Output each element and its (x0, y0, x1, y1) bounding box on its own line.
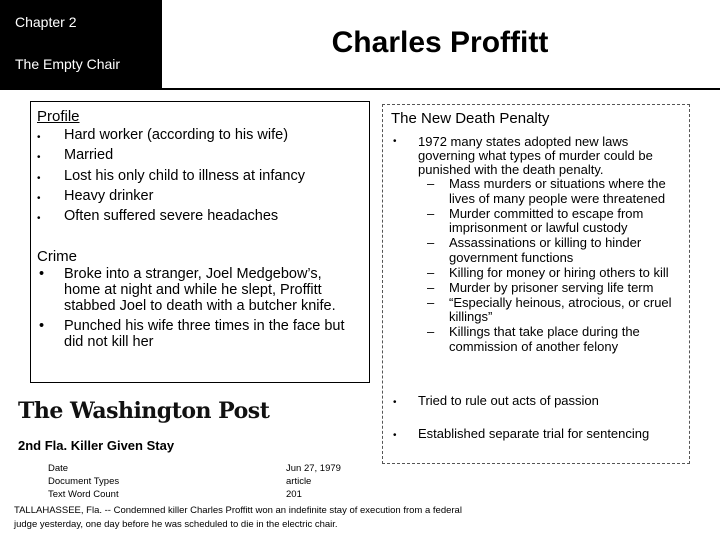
list-item: • Married (37, 147, 305, 164)
clipping-metadata (48, 462, 348, 501)
page-title: Charles Proffitt (331, 26, 549, 59)
death-penalty-box (382, 104, 690, 464)
crime-list (37, 266, 357, 350)
header-rule (162, 88, 720, 90)
chapter-subtitle: The Empty Chair (15, 56, 121, 72)
clipping-body: TALLAHASSEE, Fla. -- Condemned killer Charles Proffitt won an indefinite stay of execution from a federal judge yesterday, one day before he was scheduled to die in the electric chair. (14, 505, 462, 530)
death-penalty-content (391, 135, 685, 355)
list-item: • Established separate trial for sentencing (393, 426, 650, 441)
list-item: – Mass murders or situations where the lives of many people were threatened (427, 176, 666, 206)
profile-section (37, 108, 305, 228)
chapter-label: Chapter 2 (15, 14, 77, 30)
list-item: • Heavy drinker (37, 188, 305, 205)
newspaper-clipping (14, 398, 462, 540)
list-item: • Often suffered severe headaches (37, 208, 305, 225)
dash-icon: – (427, 176, 435, 191)
bullet-icon: • (37, 152, 41, 164)
bullet-icon: • (393, 397, 397, 408)
profile-heading: Profile (37, 108, 80, 125)
metadata-row: Text Word Count 201 (48, 489, 302, 500)
dash-icon: – (427, 235, 435, 250)
crime-section (37, 248, 357, 354)
list-item: • Lost his only child to illness at infancy (37, 168, 305, 185)
metadata-row: Date Jun 27, 1979 (48, 463, 341, 474)
list-item: • Broke into a stranger, Joel Medgebow’s, home at night and while he slept, Proffitt stabbed Joel to death with a butcher knife. (39, 266, 336, 314)
list-item: – Murder committed to escape from imprisonment or lawful custody (427, 205, 644, 235)
dash-icon: – (427, 279, 435, 295)
death-penalty-heading: The New Death Penalty (391, 110, 550, 127)
list-item: • Hard worker (according to his wife) (37, 127, 305, 144)
dash-icon: – (427, 264, 435, 280)
dash-icon: – (427, 294, 435, 310)
list-item: – Killing for money or hiring others to kill (427, 264, 669, 280)
bullet-icon: • (39, 318, 45, 334)
bullet-icon: • (37, 132, 41, 143)
list-item: • Tried to rule out acts of passion (393, 393, 599, 408)
profile-list (37, 127, 305, 225)
profile-crime-box (30, 101, 370, 383)
dash-icon: – (427, 205, 435, 221)
crime-heading: Crime (37, 248, 77, 265)
bullet-icon: • (37, 213, 41, 225)
bullet-icon: • (393, 136, 397, 147)
metadata-row: Document Types article (48, 476, 312, 487)
list-item: – “Especially heinous, atrocious, or cruel killings” (427, 294, 672, 324)
dash-icon: – (427, 324, 435, 339)
bullet-icon: • (37, 172, 41, 184)
list-item: – Killings that take place during the commission of another felony (427, 324, 640, 354)
chapter-banner (0, 0, 162, 90)
list-item: • Punched his wife three times in the face but did not kill her (39, 318, 345, 350)
washington-post-logo: The Washington Post (18, 398, 270, 424)
bullet-icon: • (393, 430, 397, 441)
bullet-icon: • (39, 266, 45, 282)
list-item: – Assassinations or killing to hinder government functions (427, 235, 642, 265)
clipping-headline: 2nd Fla. Killer Given Stay (18, 438, 175, 453)
list-item: • 1972 many states adopted new laws governing what types of murder could be punished with the death penalty. (393, 134, 653, 177)
bullet-icon: • (37, 192, 41, 204)
list-item: – Murder by prisoner serving life term (427, 279, 654, 295)
murder-types-list (391, 177, 685, 354)
